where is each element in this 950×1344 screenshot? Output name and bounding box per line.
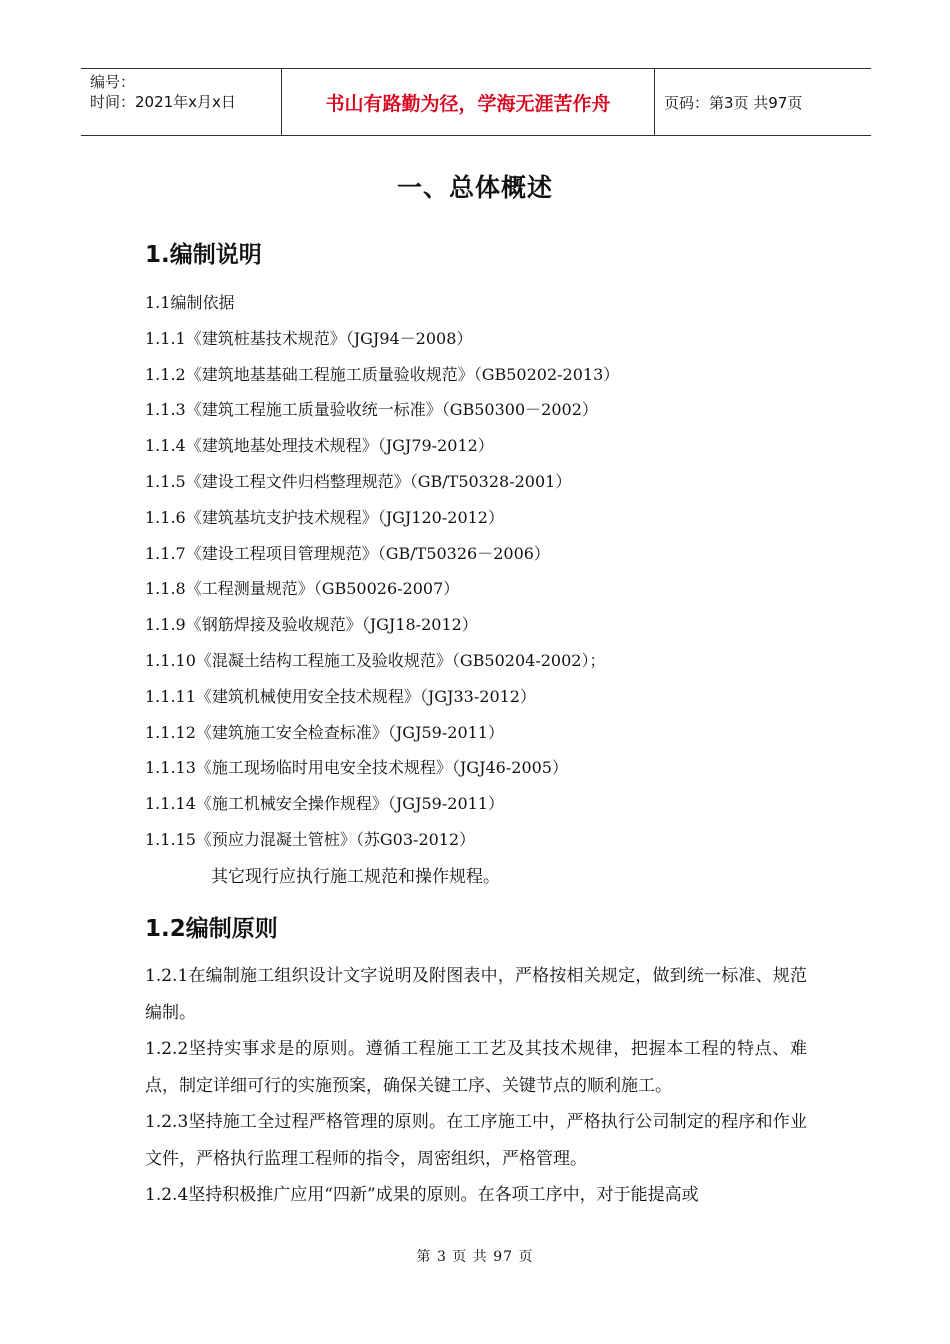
header-meta [81,69,282,135]
header-page-info: 页码：第3页 共97页 [664,93,803,112]
page-footer: 第 3 页 共 97 页 [416,1249,534,1265]
list-item: 1.1.14《施工机械安全操作规程》（JGJ59-2011） [145,794,504,814]
list-item: 1.1编制依据 [145,293,235,312]
document-title: 一、总体概述 [396,173,553,202]
reference-list [145,290,619,863]
list-item: 1.1.2《建筑地基基础工程施工质量验收规范》（GB50202-2013） [145,364,620,384]
list-item: 1.1.9《钢筋焊接及验收规范》（JGJ18-2012） [145,615,478,635]
list-item: 1.1.7《建设工程项目管理规范》（GB/T50326－2006） [145,543,550,563]
list-item: 1.1.8《工程测量规范》（GB50026-2007） [145,579,460,599]
list-item: 1.1.5《建设工程文件归档整理规范》（GB/T50328-2001） [145,471,572,491]
list-item: 1.1.13《施工现场临时用电安全技术规程》（JGJ46-2005） [145,758,568,778]
paragraph: 1.2.1在编制施工组织设计文字说明及附图表中，严格按相关规定，做到统一标准、规范编制。 [145,966,807,1023]
list-item: 1.1.15《预应力混凝土管桩》（苏G03-2012） [145,829,476,849]
header-motto: 书山有路勤为径，学海无涯苦作舟 [282,69,655,135]
list-item: 1.1.10《混凝土结构工程施工及验收规范》（GB50204-2002）； [145,650,606,670]
section-heading-compilation-notes: 1.编制说明 [145,242,262,268]
page-header [81,68,871,136]
list-item: 1.1.6《建筑基坑支护技术规程》（JGJ120-2012） [145,507,504,527]
paragraph: 1.2.3坚持施工全过程严格管理的原则。在工序施工中，严格执行公司制定的程序和作业文件，严格执行监理工程师的指令，周密组织，严格管理。 [145,1112,807,1169]
paragraph: 1.2.4坚持积极推广应用“四新”成果的原则。在各项工序中，对于能提高或 [145,1185,699,1205]
list-item: 1.1.1《建筑桩基技术规范》（JGJ94－2008） [145,328,473,348]
list-item: 1.1.11《建筑机械使用安全技术规程》（JGJ33-2012） [145,686,536,706]
paragraph: 1.2.2坚持实事求是的原则。遵循工程施工工艺及其技术规律，把握本工程的特点、难点，制定详细可行的实施预案，确保关键工序、关键节点的顺利施工。 [145,1039,807,1096]
number-label: 编号： [90,73,136,91]
principles-body [145,958,807,1214]
section-heading-compilation-principles: 1.2编制原则 [145,916,278,942]
time-label: 时间：2021年x月x日 [90,93,236,111]
other-standards-note: 其它现行应执行施工规范和操作规程。 [211,867,500,887]
list-item: 1.1.4《建筑地基处理技术规程》（JGJ79-2012） [145,436,494,456]
list-item: 1.1.12《建筑施工安全检查标准》（JGJ59-2011） [145,722,504,742]
list-item: 1.1.3《建筑工程施工质量验收统一标准》（GB50300－2002） [145,400,598,420]
